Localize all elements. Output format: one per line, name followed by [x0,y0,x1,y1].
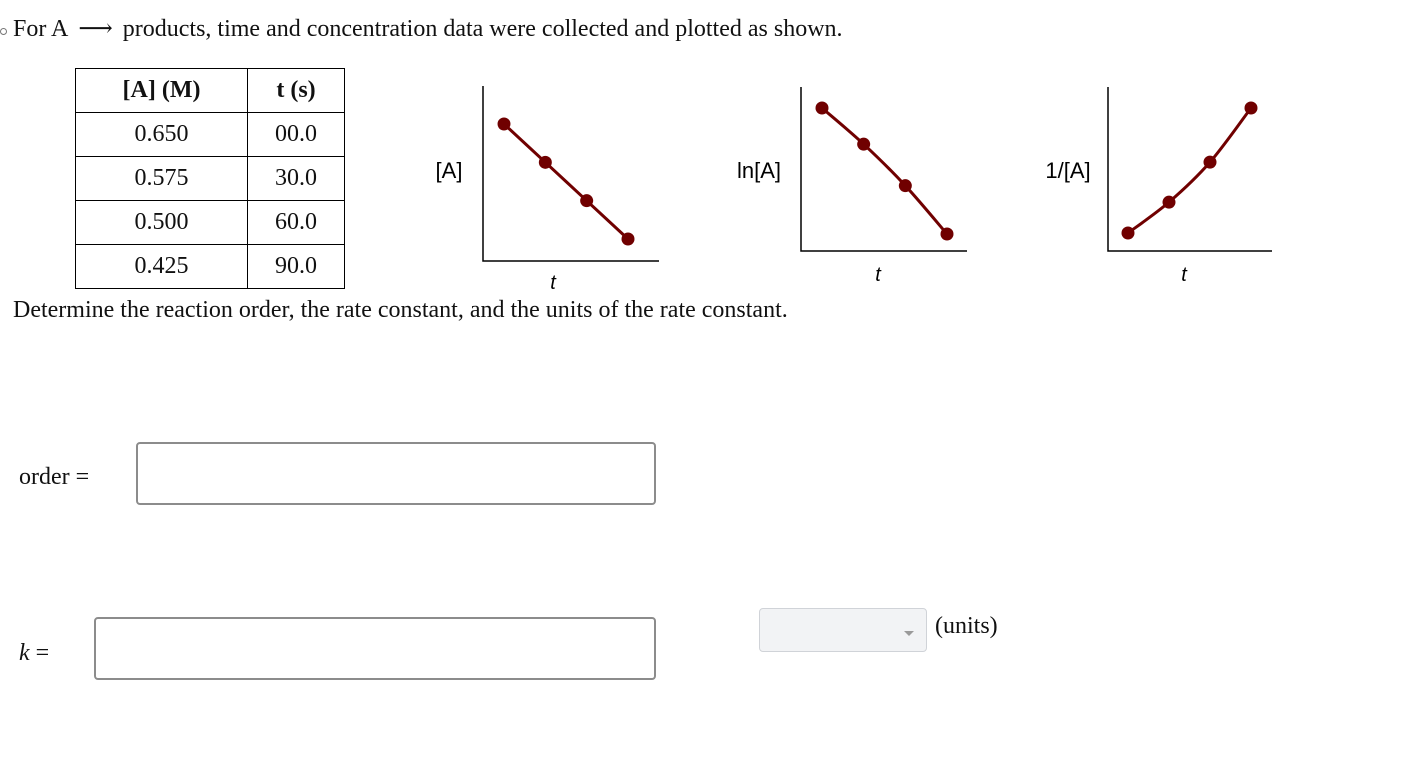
plot-y-label: 1/[A] [1045,158,1091,183]
plots-figure [0,0,1414,300]
plot-data-point [1245,102,1258,115]
order-input[interactable] [136,442,656,505]
plot-1 [436,86,659,294]
plot-data-point [941,228,954,241]
table-cell-concentration: 0.425 [76,245,248,289]
k-equals: = [35,640,50,666]
plot-data-point [539,156,552,169]
k-symbol: k [19,640,30,666]
plot-series-line [1128,108,1251,233]
intro-reactant: For A [13,16,69,42]
plot-x-label: t [550,272,556,294]
table-cell-time: 30.0 [248,157,345,201]
plot-data-point [498,118,511,131]
plot-data-point [622,233,635,246]
plot-y-label: ln[A] [736,158,782,183]
plot-data-point [816,102,829,115]
plot-data-point [857,138,870,151]
plot-2 [737,87,967,286]
plot-y-label: [A] [435,158,463,183]
plot-x-label: t [1181,264,1187,286]
reaction-arrow: ⟶ [78,16,113,42]
question-text: Determine the reaction order, the rate constant, and the units of the rate constant. [13,297,788,323]
chevron-down-icon [904,631,914,636]
plot-series-line [822,108,947,234]
plot-3 [1045,87,1272,286]
plot-x-label: t [875,264,881,286]
table-cell-time: 60.0 [248,201,345,245]
plot-data-point [1163,196,1176,209]
table-header-concentration: [A] (M) [76,69,248,113]
intro-text: products, time and concentration data were collected and plotted as shown. [122,16,843,42]
plot-data-point [1122,227,1135,240]
plot-data-point [580,194,593,207]
table-cell-concentration: 0.650 [76,113,248,157]
table-cell-concentration: 0.575 [76,157,248,201]
table-cell-time: 90.0 [248,245,345,289]
rate-constant-input[interactable] [94,617,656,680]
units-select[interactable] [759,608,927,652]
table-header-time: t (s) [248,69,345,113]
table-cell-concentration: 0.500 [76,201,248,245]
plot-data-point [899,179,912,192]
order-label: order = [19,464,90,490]
plot-data-point [1204,156,1217,169]
k-label [19,640,49,667]
table-cell-time: 00.0 [248,113,345,157]
plot-series-line [504,124,628,239]
units-label: (units) [935,613,998,639]
